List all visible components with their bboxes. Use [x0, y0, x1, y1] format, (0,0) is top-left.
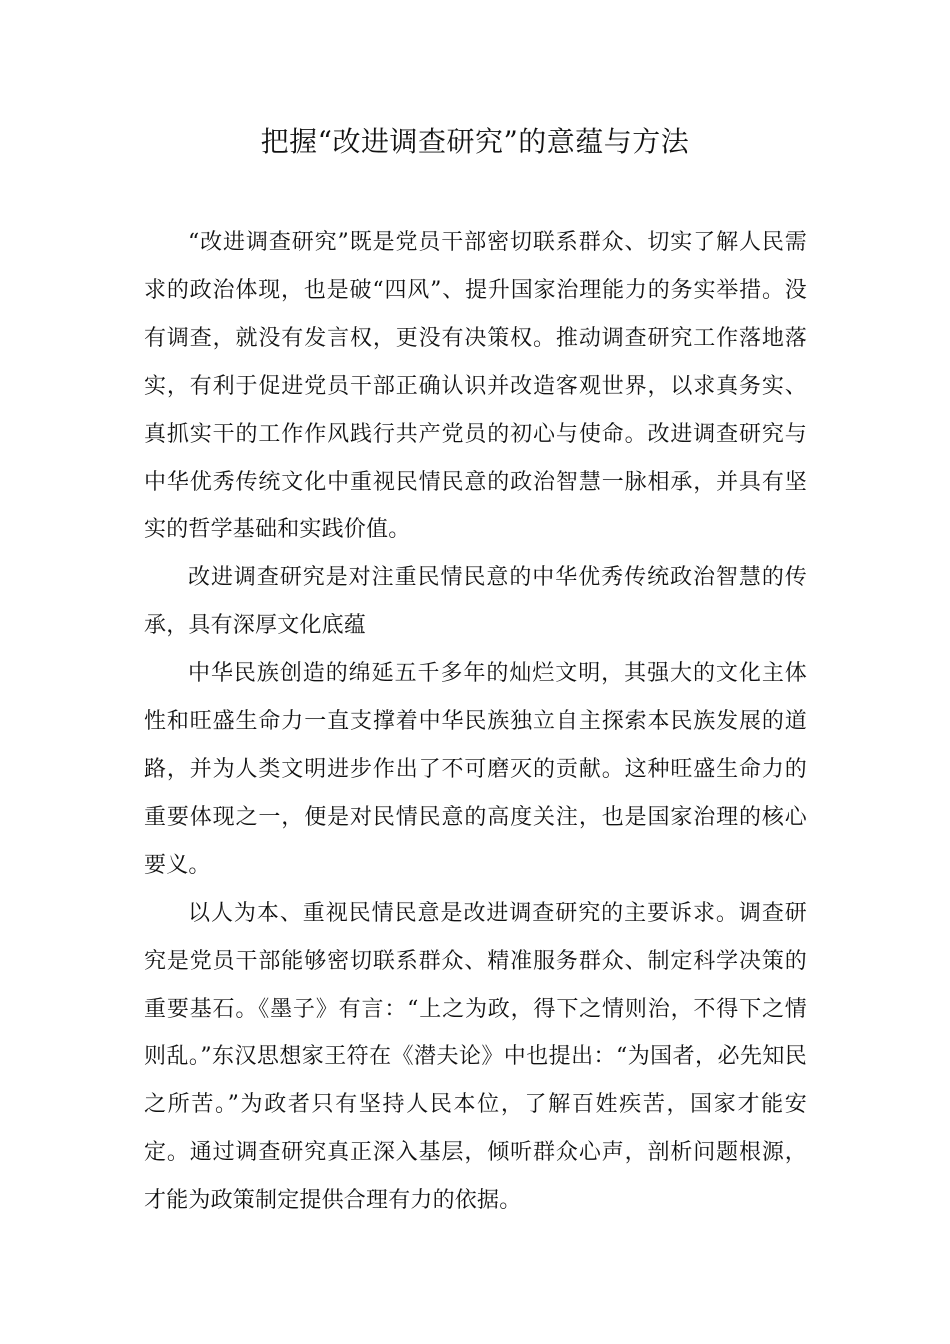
paragraph-section-heading: 改进调查研究是对注重民情民意的中华优秀传统政治智慧的传承，具有深厚文化底蕴: [144, 565, 807, 639]
document-title: 把握“改进调查研究”的意蕴与方法: [260, 125, 690, 158]
paragraph-civilization: 中华民族创造的绵延五千多年的灿烂文明，其强大的文化主体性和旺盛生命力一直支撑着中华民族独立自主探索本民族发展的道路，并为人类文明进步作出了不可磨灭的贡献。这种旺盛生命力的重要体现之一，便是对民情民意的高度关注，也是国家治理的核心要义。: [144, 661, 807, 878]
paragraph-people-centered: 以人为本、重视民情民意是改进调查研究的主要诉求。调查研究是党员干部能够密切联系群众、精准服务群众、制定科学决策的重要基石。《墨子》有言：“上之为政，得下之情则治，不得下之情则乱。”东汉思想家王符在《潜夫论》中也提出：“为国者，必先知民之所苦。”为政者只有坚持人民本位，了解百姓疾苦，国家才能安定。通过调查研究真正深入基层，倾听群众心声，剖析问题根源，才能为政策制定提供合理有力的依据。: [144, 900, 807, 1214]
paragraph-intro: “改进调查研究”既是党员干部密切联系群众、切实了解人民需求的政治体现，也是破“四风”、提升国家治理能力的务实举措。没有调查，就没有发言权，更没有决策权。推动调查研究工作落地落实，有利于促进党员干部正确认识并改造客观世界，以求真务实、真抓实干的工作作风践行共产党员的初心与使命。改进调查研究与中华优秀传统文化中重视民情民意的政治智慧一脉相承，并具有坚实的哲学基础和实践价值。: [144, 230, 807, 543]
document-body: [144, 219, 807, 1225]
